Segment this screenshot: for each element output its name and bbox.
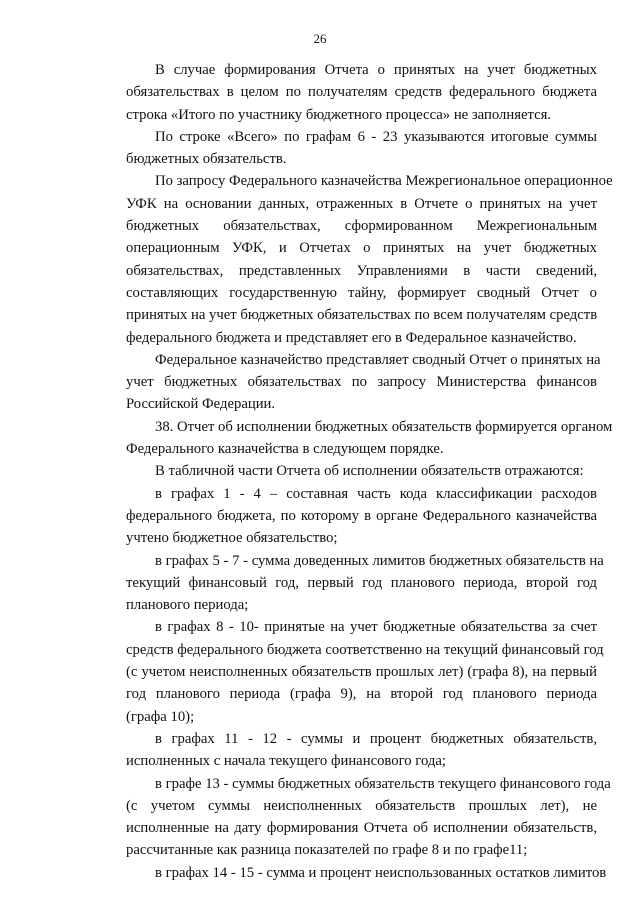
paragraph-columns-5-7: [96, 550, 604, 617]
document-body: [96, 59, 613, 884]
text-line: в графах 5 - 7 - сумма доведенных лимитов бюджетных обязательств на: [155, 552, 604, 569]
paragraph-total-row: [96, 126, 597, 171]
text-line: Федеральное казначейство представляет сводный Отчет о принятых на: [155, 351, 601, 368]
text-line: бюджетных обязательств.: [126, 151, 287, 168]
text-line: Российской Федерации.: [126, 396, 276, 413]
text-line: строка «Итого по участнику бюджетного процесса» не заполняется.: [126, 106, 552, 123]
text-line: рассчитанные как разница показателей по графе 8 и по графе11;: [126, 842, 528, 859]
paragraph-treasury-submits: [96, 349, 601, 416]
text-line: УФК на основании данных, отраженных в Отчете о принятых на учет: [126, 195, 597, 212]
text-line: год планового периода (графа 9), на второй год планового периода: [126, 686, 597, 703]
text-line: 38. Отчет об исполнении бюджетных обязательств формируется органом: [155, 418, 613, 435]
paragraph-columns-11-12: [96, 728, 597, 773]
text-line: принятых на учет бюджетных обязательствах по всем получателям средств: [126, 307, 598, 324]
text-line: в графе 13 - суммы бюджетных обязательств текущего финансового года: [155, 775, 611, 792]
paragraph-report-no-total-line: [96, 59, 597, 126]
text-line: В табличной части Отчета об исполнении обязательств отражаются:: [155, 463, 584, 480]
text-line: обязательствах, представленных Управлениями в части сведений,: [126, 262, 597, 279]
text-line: текущий финансовый год, первый год планового периода, второй год: [126, 574, 597, 591]
text-line: операционным УФК, и Отчетах о принятых на учет бюджетных: [126, 240, 597, 257]
text-line: В случае формирования Отчета о принятых на учет бюджетных: [155, 62, 597, 78]
paragraph-column-13: [96, 773, 611, 862]
text-line: учет бюджетных обязательствах по запросу Министерства финансов: [126, 374, 597, 391]
text-line: (с учетом неисполненных обязательств прошлых лет) (графа 8), на первый: [126, 664, 597, 681]
text-line: в графах 1 - 4 – составная часть кода классификации расходов: [155, 485, 597, 502]
text-line: составляющих государственную тайну, формирует сводный Отчет о: [126, 284, 597, 301]
text-line: По запросу Федерального казначейства Межрегиональное операционное: [155, 173, 613, 190]
text-line: По строке «Всего» по графам 6 - 23 указываются итоговые суммы: [155, 128, 597, 145]
text-line: Федерального казначейства в следующем порядке.: [126, 441, 444, 458]
paragraph-table-intro: [96, 460, 597, 482]
text-line: средств федерального бюджета соответственно на текущий финансовый год: [126, 641, 604, 658]
text-line: планового периода;: [126, 597, 249, 614]
text-line: федерального бюджета, по которому в органе Федерального казначейства: [126, 507, 597, 524]
text-line: в графах 8 - 10- принятые на учет бюджетные обязательства за счет: [155, 619, 597, 636]
text-line: исполненных с начала текущего финансового года;: [126, 753, 446, 770]
text-line: в графах 14 - 15 - сумма и процент неиспользованных остатков лимитов: [155, 864, 607, 881]
text-line: (с учетом суммы неисполненных обязательств прошлых лет), не: [126, 797, 597, 814]
text-line: в графах 11 - 12 - суммы и процент бюджетных обязательств,: [155, 730, 597, 747]
paragraph-consolidated-report: [96, 170, 613, 348]
paragraph-columns-1-4: [96, 483, 597, 550]
text-line: обязательствах в целом по получателям средств федерального бюджета: [126, 84, 597, 101]
text-line: исполненные на дату формирования Отчета об исполнении обязательств,: [126, 820, 597, 837]
paragraph-section-38: [96, 416, 613, 461]
text-line: учтено бюджетное обязательство;: [126, 530, 338, 547]
page-number: 26: [313, 31, 327, 46]
text-line: (графа 10);: [126, 708, 195, 725]
paragraph-columns-14-15: [96, 862, 607, 884]
paragraph-columns-8-10: [96, 616, 604, 727]
text-line: бюджетных обязательствах, сформированном Межрегиональным: [126, 218, 597, 235]
text-line: федерального бюджета и представляет его в Федеральное казначейство.: [126, 329, 577, 346]
